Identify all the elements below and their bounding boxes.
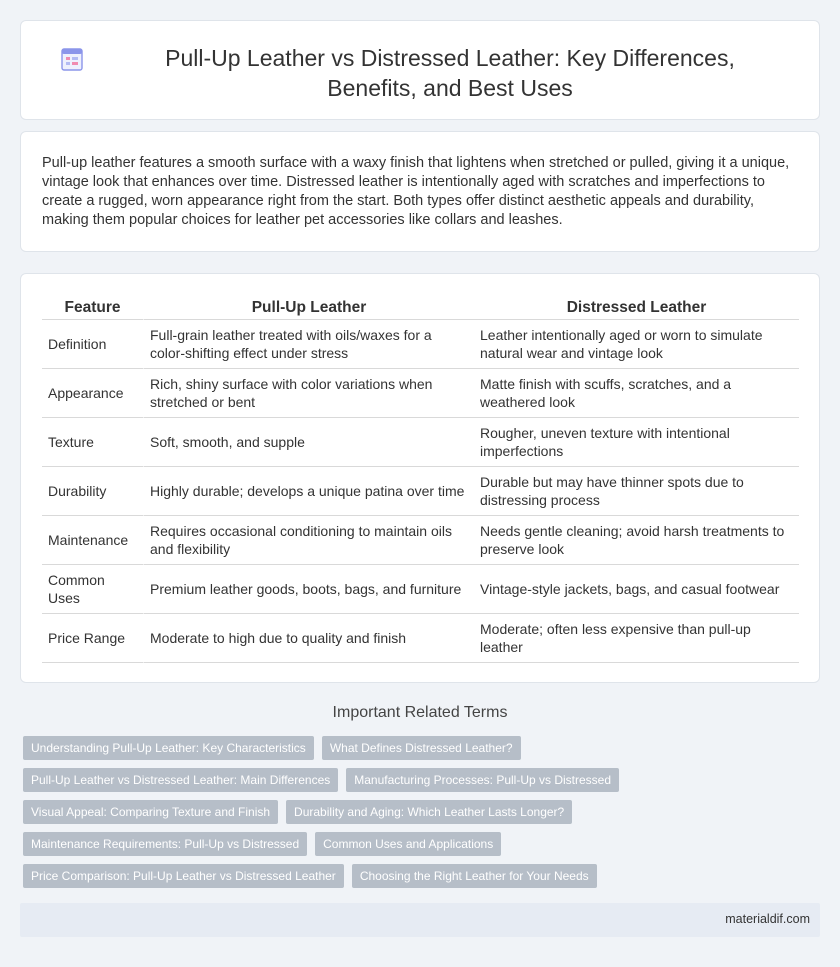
intro-paragraph: Pull-up leather features a smooth surface with a waxy finish that lightens when stretched or pulled, giving it a unique, vintage look that enhances over time. Distressed leather is intentionally aged with scratches and imperfections to create a rugged, worn appearance right from the start. Both types offer distinct aesthetic appeals and durability, making them popular choices for leather pet accessories like collars and leashes.	[42, 155, 790, 228]
tag-row	[23, 736, 623, 760]
table-row	[42, 320, 799, 369]
related-term-link[interactable]: Maintenance Requirements: Pull-Up vs Distressed	[23, 832, 307, 856]
comparison-table-card	[20, 273, 820, 683]
related-terms-heading: Important Related Terms	[332, 704, 508, 721]
feature-cell: Common Uses	[42, 565, 143, 614]
table-row	[42, 516, 799, 565]
tag-row	[23, 832, 623, 856]
header-feature: Feature	[42, 297, 143, 320]
intro-card	[20, 131, 820, 252]
table-row	[42, 565, 799, 614]
pull-up-cell: Moderate to high due to quality and finish	[143, 614, 474, 663]
related-term-link[interactable]: Common Uses and Applications	[315, 832, 501, 856]
related-term-link[interactable]: Visual Appeal: Comparing Texture and Finish	[23, 800, 278, 824]
distressed-cell: Vintage-style jackets, bags, and casual footwear	[474, 565, 799, 614]
feature-cell: Definition	[42, 320, 143, 369]
table-row	[42, 369, 799, 418]
site-link[interactable]: materialdif.com	[725, 912, 810, 926]
distressed-cell: Rougher, uneven texture with intentional imperfections	[474, 418, 799, 467]
comparison-table	[42, 297, 799, 663]
related-term-link[interactable]: What Defines Distressed Leather?	[322, 736, 521, 760]
feature-cell: Maintenance	[42, 516, 143, 565]
distressed-cell: Leather intentionally aged or worn to simulate natural wear and vintage look	[474, 320, 799, 369]
header-pull-up-leather: Pull-Up Leather	[143, 297, 474, 320]
tag-row	[23, 800, 623, 824]
related-terms-list	[23, 736, 623, 896]
table-header-row	[42, 297, 799, 320]
pull-up-cell: Rich, shiny surface with color variations when stretched or bent	[143, 369, 474, 418]
feature-cell: Durability	[42, 467, 143, 516]
title-card	[20, 20, 820, 120]
table-row	[42, 614, 799, 663]
distressed-cell: Matte finish with scuffs, scratches, and a weathered look	[474, 369, 799, 418]
table-row	[42, 467, 799, 516]
related-term-link[interactable]: Manufacturing Processes: Pull-Up vs Distressed	[346, 768, 619, 792]
tag-row	[23, 768, 623, 792]
feature-cell: Texture	[42, 418, 143, 467]
page-title: Pull-Up Leather vs Distressed Leather: Key Differences, Benefits, and Best Uses	[165, 45, 735, 101]
tag-row	[23, 864, 623, 888]
pull-up-cell: Premium leather goods, boots, bags, and furniture	[143, 565, 474, 614]
pull-up-cell: Full-grain leather treated with oils/waxes for a color-shifting effect under stress	[143, 320, 474, 369]
distressed-cell: Moderate; often less expensive than pull-up leather	[474, 614, 799, 663]
feature-cell: Price Range	[42, 614, 143, 663]
pull-up-cell: Requires occasional conditioning to maintain oils and flexibility	[143, 516, 474, 565]
table-row	[42, 418, 799, 467]
distressed-cell: Durable but may have thinner spots due to distressing process	[474, 467, 799, 516]
pull-up-cell: Highly durable; develops a unique patina over time	[143, 467, 474, 516]
feature-cell: Appearance	[42, 369, 143, 418]
header-distressed-leather: Distressed Leather	[474, 297, 799, 320]
related-term-link[interactable]: Durability and Aging: Which Leather Lasts Longer?	[286, 800, 572, 824]
footer-bar	[20, 903, 820, 937]
pull-up-cell: Soft, smooth, and supple	[143, 418, 474, 467]
related-term-link[interactable]: Understanding Pull-Up Leather: Key Characteristics	[23, 736, 314, 760]
related-term-link[interactable]: Price Comparison: Pull-Up Leather vs Distressed Leather	[23, 864, 344, 888]
distressed-cell: Needs gentle cleaning; avoid harsh treatments to preserve look	[474, 516, 799, 565]
related-term-link[interactable]: Choosing the Right Leather for Your Needs	[352, 864, 597, 888]
related-term-link[interactable]: Pull-Up Leather vs Distressed Leather: Main Differences	[23, 768, 338, 792]
